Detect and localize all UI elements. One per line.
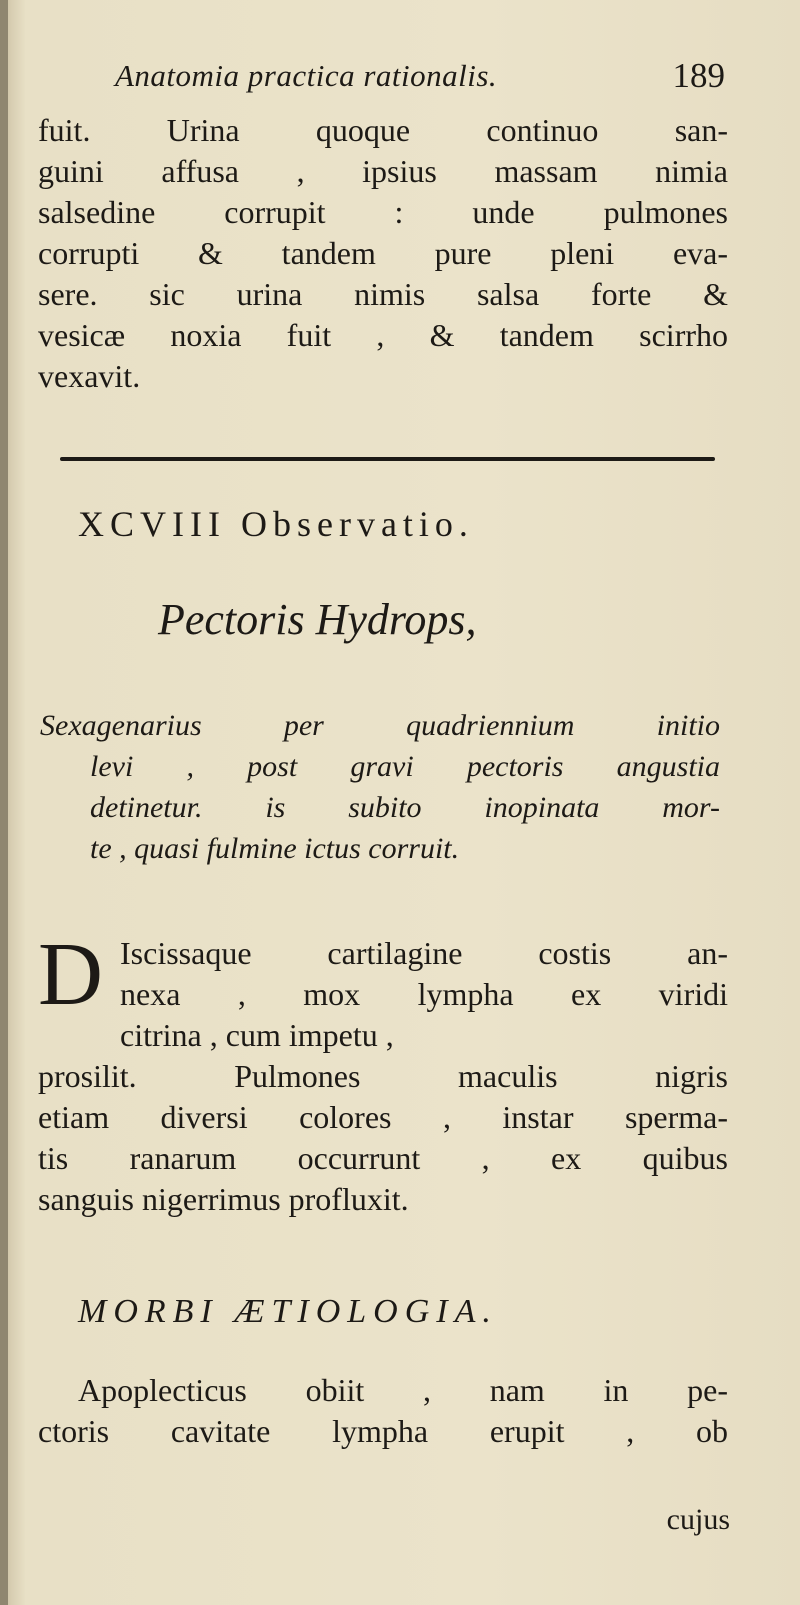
page-header: [115, 52, 725, 102]
text-line: nexa , mox lympha ex viridi: [120, 976, 728, 1012]
summary-line: Sexagenarius per quadriennium initio: [40, 709, 720, 742]
text-line: vesicæ noxia fuit , & tandem scirrho: [38, 317, 728, 353]
text-line: citrina , cum impetu ,: [120, 1017, 394, 1053]
text-line: Iscissaque cartilagine costis an-: [120, 935, 728, 971]
section-divider: [60, 457, 715, 461]
running-head: Anatomia practica rationalis.: [115, 58, 498, 93]
section-subtitle: Pectoris Hydrops,: [158, 595, 477, 644]
page-number: 189: [672, 56, 725, 95]
summary-line: levi , post gravi pectoris angustia: [90, 750, 720, 783]
text-line: tis ranarum occurrunt , ex quibus: [38, 1140, 728, 1176]
paragraph-3: [38, 1370, 728, 1452]
section-heading: XCVIII Observatio.: [78, 504, 474, 544]
text-line: salsedine corrupit : unde pulmones: [38, 194, 728, 230]
text-line: sanguis nigerrimus profluxit.: [38, 1181, 409, 1217]
text-line: ctoris cavitate lympha erupit , ob: [38, 1413, 728, 1449]
text-line: corrupti & tandem pure pleni eva-: [38, 235, 728, 271]
summary-line: detinetur. is subito inopinata mor-: [90, 791, 720, 824]
binding-gutter: [0, 0, 8, 1605]
text-line: guini affusa , ipsius massam nimia: [38, 153, 728, 189]
text-line: Apoplecticus obiit , nam in pe-: [78, 1372, 728, 1408]
etiology-heading: MORBI ÆTIOLOGIA.: [78, 1293, 498, 1330]
paragraph-2: [38, 925, 728, 1220]
text-line: fuit. Urina quoque continuo san-: [38, 112, 728, 148]
text-line: etiam diversi colores , instar sperma-: [38, 1099, 728, 1135]
paragraph-1: [38, 110, 728, 397]
text-line: vexavit.: [38, 358, 141, 394]
text-line: prosilit. Pulmones maculis nigris: [38, 1058, 728, 1094]
text-line: sere. sic urina nimis salsa forte &: [38, 276, 728, 312]
summary-line: te , quasi fulmine ictus corruit.: [90, 832, 460, 865]
catchword: cujus: [666, 1503, 730, 1536]
drop-cap: D: [38, 925, 103, 1024]
case-summary: [40, 705, 720, 869]
